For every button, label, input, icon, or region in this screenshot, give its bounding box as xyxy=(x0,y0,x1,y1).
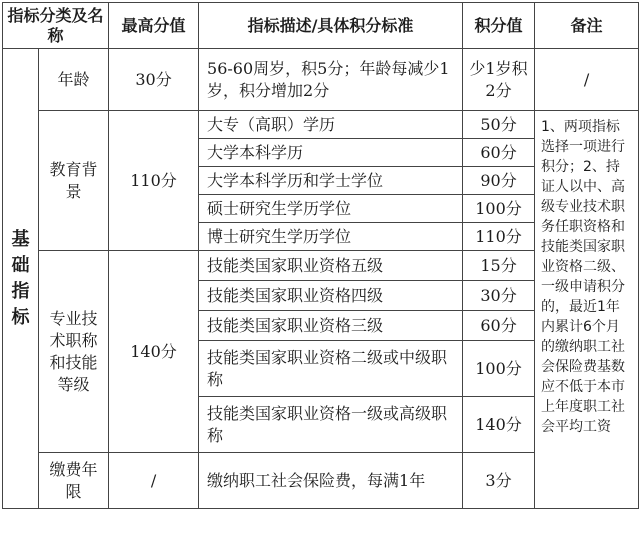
category-basic-indicators: 基础指标 xyxy=(3,49,39,509)
header-points: 积分值 xyxy=(463,3,535,49)
header-remark: 备注 xyxy=(535,3,639,49)
edu-desc-2: 大学本科学历 xyxy=(199,139,463,167)
edu-points-5: 110分 xyxy=(463,223,535,251)
edu-row-1 xyxy=(3,111,639,139)
skill-points-3: 60分 xyxy=(463,311,535,341)
age-points: 少1岁积2分 xyxy=(463,49,535,111)
age-remark: / xyxy=(535,49,639,111)
edu-desc-1: 大专（高职）学历 xyxy=(199,111,463,139)
header-row xyxy=(3,3,639,49)
age-max: 30分 xyxy=(109,49,199,111)
edu-points-1: 50分 xyxy=(463,111,535,139)
skill-points-5: 140分 xyxy=(463,397,535,453)
header-max-score: 最高分值 xyxy=(109,3,199,49)
edu-max: 110分 xyxy=(109,111,199,251)
age-name: 年龄 xyxy=(39,49,109,111)
edu-points-3: 90分 xyxy=(463,167,535,195)
skill-points-4: 100分 xyxy=(463,341,535,397)
skill-desc-4: 技能类国家职业资格二级或中级职称 xyxy=(199,341,463,397)
age-row xyxy=(3,49,639,111)
edu-points-2: 60分 xyxy=(463,139,535,167)
insurance-name: 缴费年限 xyxy=(39,453,109,509)
header-category: 指标分类及名称 xyxy=(3,3,109,49)
edu-desc-3: 大学本科学历和学士学位 xyxy=(199,167,463,195)
edu-points-4: 100分 xyxy=(463,195,535,223)
skills-max: 140分 xyxy=(109,251,199,453)
skills-name: 专业技术职称和技能等级 xyxy=(39,251,109,453)
remark-note: 1、两项指标选择一项进行积分；2、持证人以中、高级专业技术职务任职资格和技能类国家职业资格二级、一级申请积分的，最近1年内累计6个月的缴纳职工社会保险费基数应不低于本市上年度职工社会平均工资 xyxy=(535,111,639,509)
insurance-max: / xyxy=(109,453,199,509)
age-desc: 56-60周岁，积5分；年龄每减少1岁，积分增加2分 xyxy=(199,49,463,111)
edu-name: 教育背景 xyxy=(39,111,109,251)
skill-desc-5: 技能类国家职业资格一级或高级职称 xyxy=(199,397,463,453)
skill-points-2: 30分 xyxy=(463,281,535,311)
header-description: 指标描述/具体积分标准 xyxy=(199,3,463,49)
skill-desc-1: 技能类国家职业资格五级 xyxy=(199,251,463,281)
points-standard-table xyxy=(2,2,639,509)
insurance-points: 3分 xyxy=(463,453,535,509)
edu-desc-4: 硕士研究生学历学位 xyxy=(199,195,463,223)
skill-points-1: 15分 xyxy=(463,251,535,281)
insurance-desc: 缴纳职工社会保险费，每满1年 xyxy=(199,453,463,509)
skill-desc-2: 技能类国家职业资格四级 xyxy=(199,281,463,311)
skill-desc-3: 技能类国家职业资格三级 xyxy=(199,311,463,341)
edu-desc-5: 博士研究生学历学位 xyxy=(199,223,463,251)
